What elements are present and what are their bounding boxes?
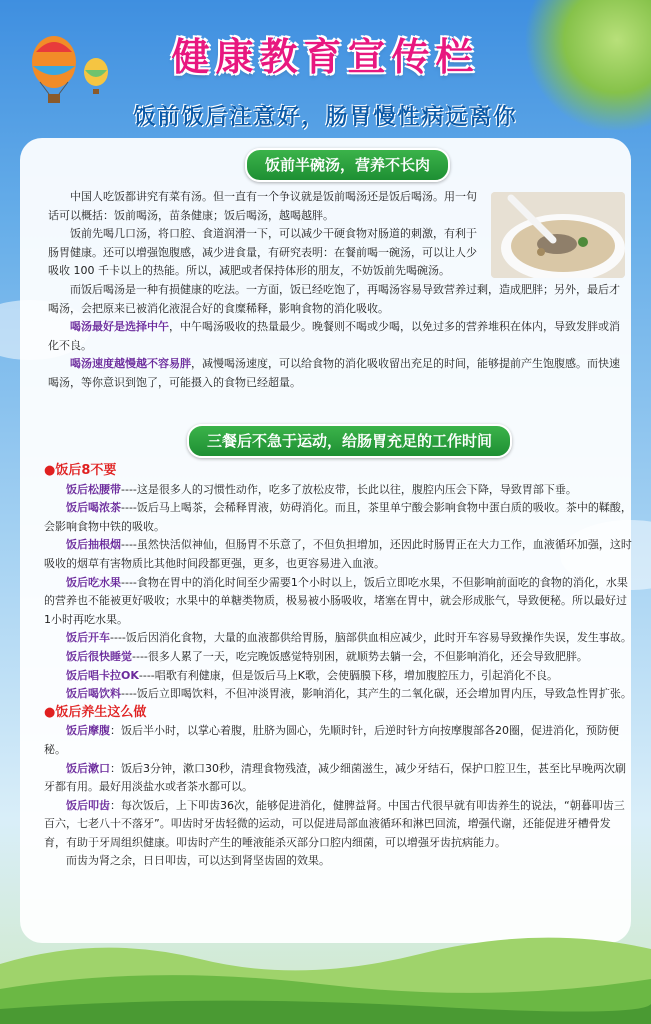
item-label: 饭后喝浓茶 — [66, 501, 121, 515]
list-item — [44, 481, 632, 500]
list-title: ●饭后8不要 — [44, 463, 117, 478]
list-item — [44, 536, 632, 573]
paragraph-text: ，减慢喝汤速度，可以给食物的消化吸收留出充足的时间，能够提前产生饱腹感。而快速喝汤，等你意识到饱了，可能摄入的食物已经超量。 — [48, 357, 620, 389]
item-text: ：每次饭后，上下叩齿36次，能够促进消化，健脾益肾。中国古代很早就有叩齿养生的说法，“朝暮叩齿三百六，七老八十不落牙”。叩齿时牙齿轻微的运动，可以促进局部血液循环和淋巴回流，增强代谢，还能促进牙槽骨发育，有助于牙周组织健康。叩齿时产生的唾液能杀灭部分口腔内细菌，可以增强牙齿抗病能力。 — [44, 798, 625, 849]
item-label: 饭后开车 — [66, 631, 110, 645]
soup-bowl-image — [491, 192, 625, 278]
paragraph: 中国人吃饭都讲究有菜有汤。但一直有一个争议就是饭前喝汤还是饭后喝汤。用一句话可以概括：饭前喝汤，苗条健康；饭后喝汤，越喝越胖。 — [48, 190, 477, 222]
item-text: ----虽然快活似神仙，但肠胃不乐意了，不但负担增加，还因此时肠胃正在大力工作，血液循环加强，这时吸收的烟草有害物质比其他时间段都更强，更多，也更容易进入血液。 — [44, 538, 632, 570]
item-label: 饭后唱卡拉OK — [66, 668, 139, 682]
item-text: ----饭后立即喝饮料，不但冲淡胃液，影响消化，其产生的二氧化碳，还会增加胃内压，导致急性胃扩张。 — [121, 687, 632, 701]
list-item — [44, 722, 632, 759]
item-label: 饭后吃水果 — [66, 575, 121, 589]
list-item — [44, 685, 632, 704]
item-text: ----饭后马上喝茶，会稀释胃液，妨碍消化。而且，茶里单宁酸会影响食物中蛋白质的吸收。茶中的鞣酸，会影响食物中铁的吸收。 — [44, 501, 632, 533]
list-item — [44, 667, 632, 686]
section1-body — [48, 188, 486, 281]
item-text: ：饭后半小时，以掌心着腹，肚脐为圆心，先顺时针，后逆时针方向按摩腹部各20圈，促进消化，预防便秘。 — [44, 724, 619, 756]
item-text: ----这是很多人的习惯性动作，吃多了放松皮带，长此以往，腹腔内压会下降，导致胃部下垂。 — [121, 482, 577, 496]
item-label: 饭后漱口 — [66, 761, 110, 775]
item-label: 饭后抽根烟 — [66, 538, 121, 552]
section1-heading: 饭前半碗汤，营养不长肉 — [245, 148, 450, 182]
paragraph-text: ，中午喝汤吸收的热量最少。晚餐则不喝或少喝，以免过多的营养堆积在体内，导致发胖或消化不良。 — [48, 320, 620, 352]
list-item — [44, 629, 632, 648]
after-meal-care-list — [44, 722, 632, 852]
list-item — [44, 760, 632, 797]
item-label: 饭后摩腹 — [66, 724, 110, 738]
item-label: 饭后松腰带 — [66, 482, 121, 496]
section1-body-wide — [48, 281, 628, 393]
list-item — [44, 797, 632, 853]
paragraph — [48, 355, 628, 392]
item-text: ----食物在胃中的消化时间至少需要1个小时以上，饭后立即吃水果，不但影响前面吃的食物的消化，水果的营养也不能被更好吸收；水果中的单糖类物质，极易被小肠吸收，堵塞在胃中，就会形成胀气，导致便秘。所以最好过1小时再吃水果。 — [44, 575, 628, 626]
green-hills-scene — [0, 904, 651, 1024]
item-label: 饭后叩齿 — [66, 798, 110, 812]
page-subtitle: 饭前饭后注意好，肠胃慢性病远离你 — [133, 105, 518, 130]
item-text: ----饭后因消化食物，大量的血液都供给胃肠，脑部供血相应减少，此时开车容易导致操作失误，发生事故。 — [110, 631, 632, 645]
list-item — [44, 574, 632, 630]
list-item — [44, 499, 632, 536]
emphasis: 喝汤最好是选择中午 — [70, 320, 169, 334]
item-label: 饭后喝饮料 — [66, 687, 121, 701]
paragraph — [48, 318, 628, 355]
paragraph: 饭前先喝几口汤，将口腔、食道润滑一下，可以减少干硬食物对肠道的刺激，有利于肠胃健康。还可以增强饱腹感，减少进食量，有研究表明：在餐前喝一碗汤，可以让人少吸收 100 千卡以上的热能。所以，减肥或者保持体形的朋友，不妨饭前先喝碗汤。 — [48, 227, 477, 278]
emphasis: 喝汤速度越慢越不容易胖 — [70, 357, 191, 371]
section2-heading: 三餐后不急于运动，给肠胃充足的工作时间 — [187, 424, 512, 458]
after-meal-donts-list — [44, 481, 632, 704]
list-title: ●饭后养生这么做 — [44, 704, 147, 720]
closing-text: 而齿为肾之余，日日叩齿，可以达到肾坚齿固的效果。 — [66, 854, 330, 868]
item-text: ----唱歌有利健康，但是饭后马上K歌，会使膈膜下移，增加腹腔压力，引起消化不良。 — [138, 668, 558, 682]
page-title: 健康教育宣传栏 — [171, 35, 480, 79]
item-text: ----很多人累了一天，吃完晚饭感觉特别困，就顺势去躺一会，不但影响消化，还会导致肥胖。 — [132, 649, 588, 663]
list-item — [44, 648, 632, 667]
section2-body — [44, 462, 632, 871]
item-text: ：饭后3分钟，漱口30秒，清理食物残渣，减少细菌滋生，减少牙结石，保护口腔卫生，甚至比早晚两次刷牙都有用。最好用淡盐水或者茶水都可以。 — [44, 761, 626, 794]
paragraph: 而饭后喝汤是一种有损健康的吃法。一方面，饭已经吃饱了，再喝汤容易导致营养过剩，造成肥胖；另外，最后才喝汤，会把原来已被消化液混合好的食糜稀释，影响食物的消化吸收。 — [48, 283, 620, 315]
item-label: 饭后很快睡觉 — [66, 649, 132, 663]
